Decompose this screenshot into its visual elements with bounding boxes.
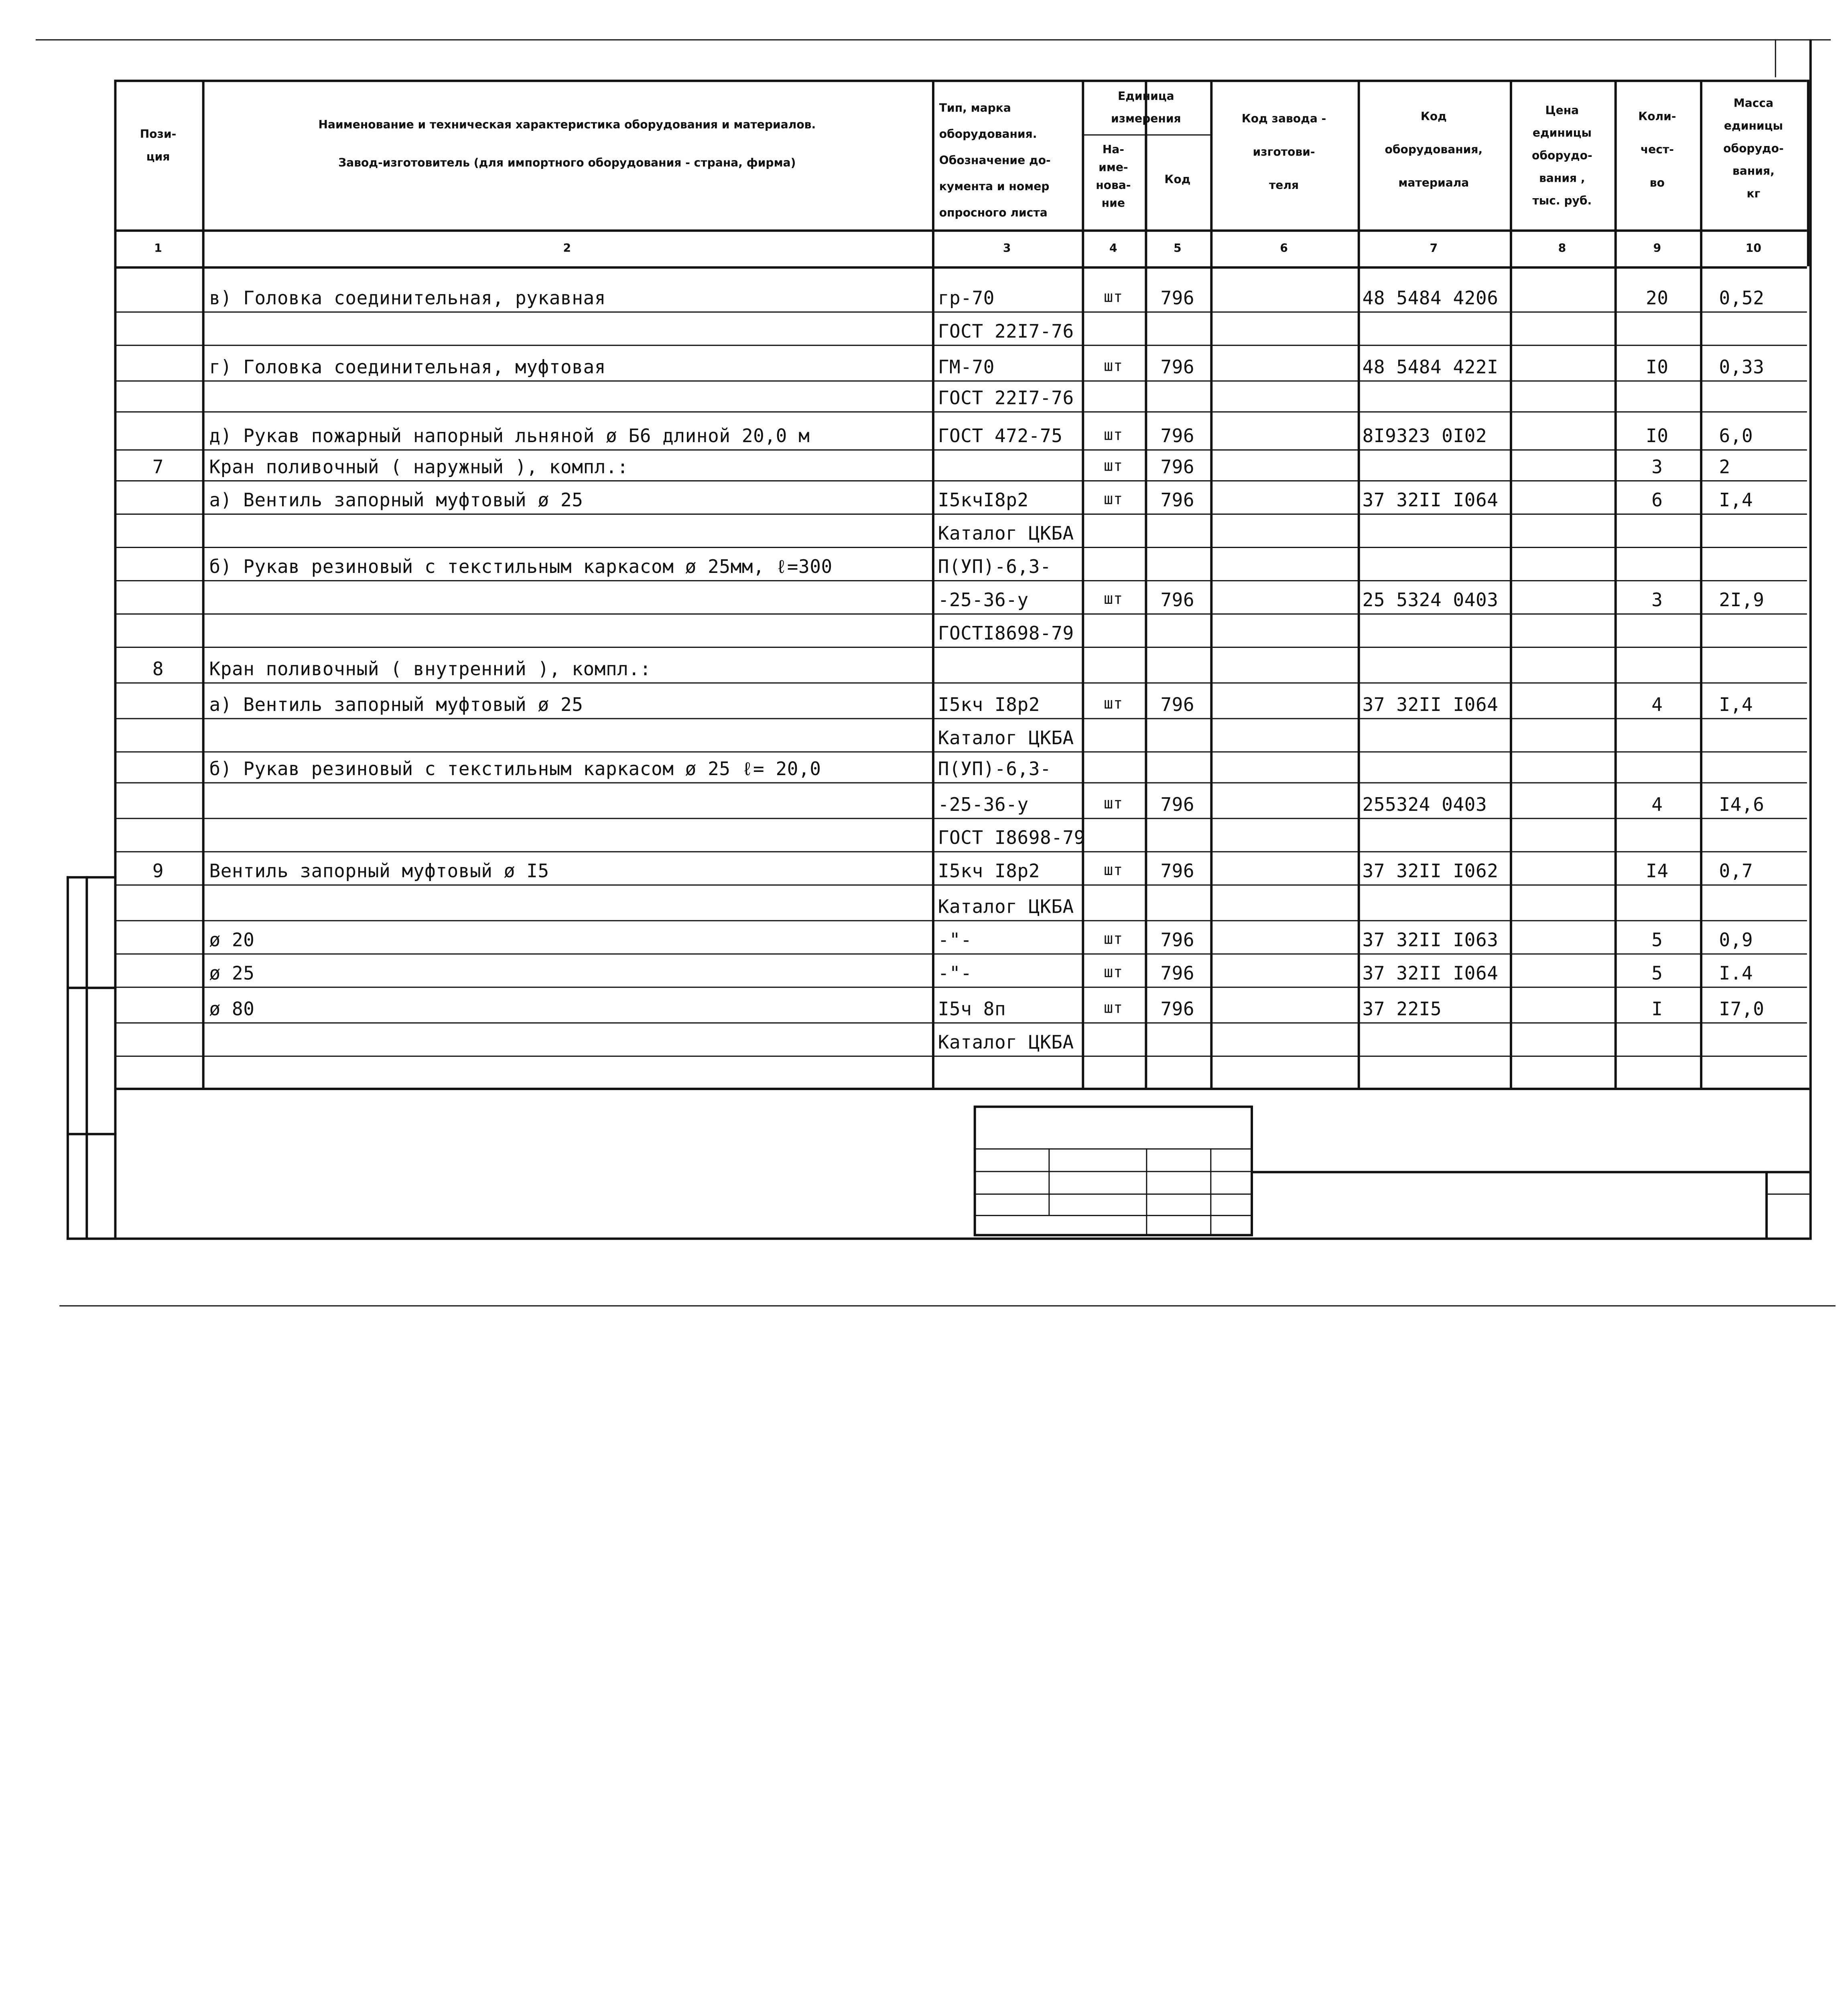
cell-unit: шт	[1104, 964, 1123, 982]
header-quantity: Коли- чест- во	[1638, 110, 1676, 191]
cell-type: гр-70	[938, 288, 995, 309]
cell-code: 796	[1160, 963, 1195, 985]
cell-type: І5ч 8п	[938, 998, 1006, 1020]
cell-qty: І0	[1646, 356, 1669, 378]
cell-unit: шт	[1104, 457, 1123, 476]
cell-unit: шт	[1104, 426, 1123, 445]
cell-type: -25-36-у	[938, 589, 1029, 611]
header-unit-mass: Масса единицы оборудо- вания, кг	[1723, 97, 1784, 201]
cell-mass: І,4	[1719, 489, 1753, 512]
cell-mass: 6,0	[1719, 425, 1753, 447]
cell-type: -"-	[938, 930, 972, 951]
cell-code: 796	[1160, 425, 1195, 447]
cell-qty: 4	[1651, 694, 1663, 716]
cell-pos: 8	[152, 658, 164, 680]
cell-mass: 2І,9	[1719, 589, 1765, 611]
cell-name: Вентиль запорный муфтовый ø І5	[209, 861, 549, 882]
cell-mass: 0,9	[1719, 930, 1753, 951]
cell-type: ГОСТ 22І7-76	[938, 387, 1074, 409]
cell-qty: 5	[1651, 930, 1663, 951]
cell-code7: 37 32ІІ І064	[1362, 489, 1499, 512]
cell-type: ГОСТ І8698-79	[938, 827, 1085, 849]
cell-pos: 9	[152, 861, 164, 882]
cell-type: Каталог ЦКБА	[938, 727, 1074, 749]
cell-name: ø 20	[209, 930, 255, 951]
cell-name: а) Вентиль запорный муфтовый ø 25	[209, 694, 583, 716]
column-number: 7	[1430, 242, 1438, 256]
cell-qty: 4	[1651, 794, 1663, 816]
cell-type: І5кч І8р2	[938, 861, 1040, 882]
column-number: 10	[1745, 242, 1762, 256]
cell-code7: 8І9323 0І02	[1362, 425, 1487, 447]
cell-name: Кран поливочный ( внутренний ), компл.:	[209, 658, 651, 680]
cell-type: І5кч І8р2	[938, 694, 1040, 716]
cell-name: ø 25	[209, 963, 255, 985]
cell-type: ГМ-70	[938, 356, 995, 378]
header-unit-price: Цена единицы оборудо- вания , тыс. руб.	[1532, 104, 1592, 208]
cell-type: Каталог ЦКБА	[938, 523, 1074, 545]
header-position: Пози- ция	[140, 128, 177, 164]
cell-name: ø 80	[209, 998, 255, 1020]
header-name-line2: Завод-изготовитель (для импортного оборудования - страна, фирма)	[338, 157, 796, 170]
cell-unit: шт	[1104, 695, 1123, 713]
header-type-mark: Тип, марка оборудования. Обозначение до- кумента и номер опросного листа	[939, 102, 1051, 220]
cell-type: -"-	[938, 963, 972, 985]
cell-qty: 6	[1651, 489, 1663, 512]
column-number: 1	[154, 242, 162, 256]
cell-mass: 0,33	[1719, 356, 1765, 378]
cell-name: г) Головка соединительная, муфтовая	[209, 356, 606, 378]
cell-code: 796	[1160, 694, 1195, 716]
cell-code: 796	[1160, 589, 1195, 611]
cell-mass: І,4	[1719, 694, 1753, 716]
cell-mass: І.4	[1719, 963, 1753, 985]
cell-type: І5кчІ8р2	[938, 489, 1029, 512]
cell-qty: 3	[1651, 456, 1663, 478]
cell-mass: 2	[1719, 456, 1730, 478]
cell-code: 796	[1160, 456, 1195, 478]
header-unit-name: На- име- нова- ние	[1096, 144, 1131, 211]
cell-type: Каталог ЦКБА	[938, 1031, 1074, 1054]
cell-unit: шт	[1104, 795, 1123, 813]
cell-code: 796	[1160, 794, 1195, 816]
cell-code7: 37 32ІІ І062	[1362, 861, 1499, 882]
cell-mass: І7,0	[1719, 998, 1765, 1020]
cell-code: 796	[1160, 288, 1195, 309]
cell-unit: шт	[1104, 999, 1123, 1018]
cell-code7: 37 22І5	[1362, 998, 1442, 1020]
cell-qty: І4	[1646, 861, 1669, 882]
cell-unit: шт	[1104, 931, 1123, 949]
cell-code7: 37 32ІІ І064	[1362, 963, 1499, 985]
cell-mass: 0,7	[1719, 861, 1753, 882]
cell-name: в) Головка соединительная, рукавная	[209, 288, 606, 309]
cell-unit: шт	[1104, 862, 1123, 880]
cell-unit: шт	[1104, 591, 1123, 609]
header-unit: Единица измерения	[1111, 90, 1181, 126]
cell-code: 796	[1160, 356, 1195, 378]
cell-code7: 37 32ІІ І063	[1362, 930, 1499, 951]
cell-mass: 0,52	[1719, 288, 1765, 309]
column-number: 9	[1653, 242, 1661, 256]
column-number: 4	[1109, 242, 1117, 256]
cell-code7: 48 5484 422І	[1362, 356, 1499, 378]
column-number: 3	[1003, 242, 1011, 256]
header-unit-code: Код	[1164, 173, 1191, 187]
cell-mass: І4,6	[1719, 794, 1765, 816]
cell-type: ГОСТ 472-75	[938, 425, 1063, 447]
cell-name: б) Рукав резиновый с текстильным каркасом ø 25 ℓ= 20,0	[209, 758, 821, 780]
header-equipment-code: Код оборудования, материала	[1385, 110, 1483, 191]
cell-type: П(УП)-6,3-	[938, 758, 1052, 780]
column-number: 2	[563, 242, 571, 256]
cell-name: а) Вентиль запорный муфтовый ø 25	[209, 489, 583, 512]
cell-type: ГОСТІ8698-79	[938, 623, 1074, 644]
cell-code: 796	[1160, 930, 1195, 951]
column-number: 8	[1558, 242, 1566, 256]
cell-code7: 48 5484 4206	[1362, 288, 1499, 309]
cell-type: П(УП)-6,3-	[938, 556, 1052, 578]
cell-code: 796	[1160, 998, 1195, 1020]
column-number: 6	[1280, 242, 1288, 256]
cell-unit: шт	[1104, 357, 1123, 376]
cell-code: 796	[1160, 489, 1195, 512]
cell-type: -25-36-у	[938, 794, 1029, 816]
cell-name: б) Рукав резиновый с текстильным каркасом ø 25мм, ℓ=300	[209, 556, 833, 578]
cell-pos: 7	[152, 456, 164, 478]
cell-code7: 37 32ІІ І064	[1362, 694, 1499, 716]
cell-qty: І	[1651, 998, 1663, 1020]
cell-unit: шт	[1104, 491, 1123, 509]
cell-code7: 255324 0403	[1362, 794, 1487, 816]
cell-name: д) Рукав пожарный напорный льняной ø Б6 длиной 20,0 м	[209, 425, 810, 447]
cell-qty: 20	[1646, 288, 1669, 309]
cell-code7: 25 5324 0403	[1362, 589, 1499, 611]
cell-unit: шт	[1104, 289, 1123, 307]
cell-type: ГОСТ 22І7-76	[938, 321, 1074, 343]
cell-qty: 5	[1651, 963, 1663, 985]
header-name-line1: Наименование и техническая характеристика оборудования и материалов.	[318, 119, 816, 132]
cell-name: Кран поливочный ( наружный ), компл.:	[209, 456, 629, 478]
cell-qty: І0	[1646, 425, 1669, 447]
cell-type: Каталог ЦКБА	[938, 896, 1074, 918]
column-number: 5	[1174, 242, 1182, 256]
cell-qty: 3	[1651, 589, 1663, 611]
cell-code: 796	[1160, 861, 1195, 882]
header-factory-code: Код завода - изготови- теля	[1241, 113, 1326, 193]
